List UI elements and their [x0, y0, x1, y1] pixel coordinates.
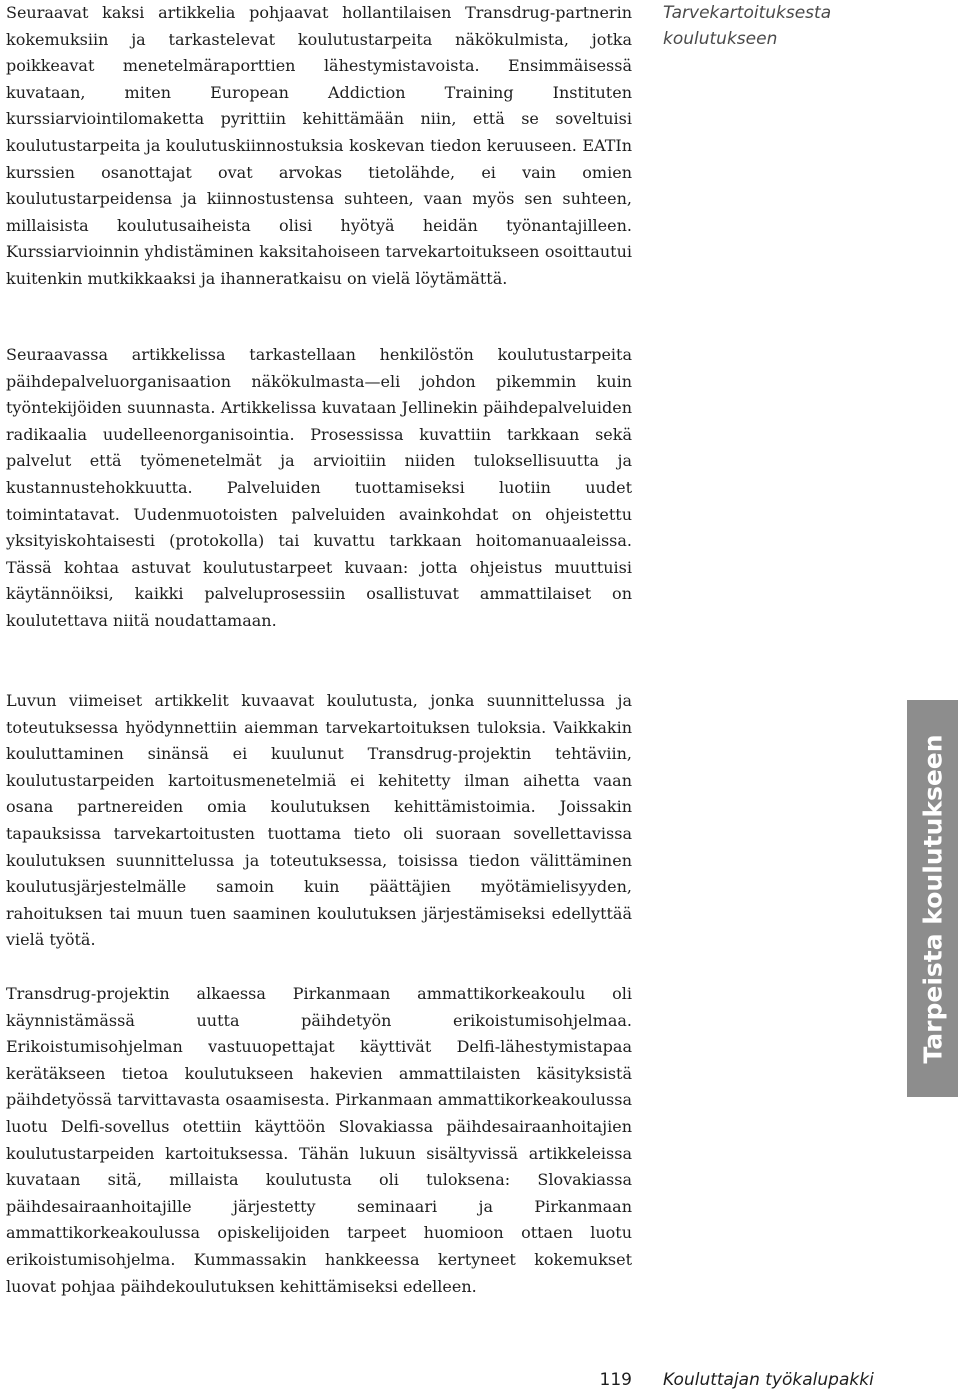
chapter-tab-label: Tarpeista koulutukseen: [918, 733, 947, 1064]
margin-section-note: Tarvekartoituksesta koulutukseen: [663, 3, 832, 49]
body-paragraph-3: Luvun viimeiset artikkelit kuvaavat koulutusta, jonka suunnittelussa ja toteutuksessa hyödynnettiin aiemman tarvekartoituksen tuloksia. Vaikkakin kouluttaminen sinänsä ei kuulunut Transdrug-projektin tehtäviin, koulutustarpeiden kartoitusmenetelmiä ei kehitetty ilman aihetta vaan osana partnereiden omia koulutuksen kehittämistoimia. Joissakin tapauksissa tarvekartoitusten tuottama tieto oli suoraan sovellettavissa koulutuksen suunnittelussa ja toteutuksessa, toisissa tiedon välittäminen koulutusjärjestelmälle samoin kuin päättäjien myötämielisyyden, rahoituksen tai muun tuen saaminen koulutuksen järjestämiseksi edellyttää vielä työtä.: [6, 691, 632, 950]
body-paragraph-2: Seuraavassa artikkelissa tarkastellaan henkilöstön koulutustarpeita päihdepalveluorganisaation näkökulmasta—eli johdon pikemmin kuin työntekijöiden suunnasta. Artikkelissa kuvataan Jellinekin päihdepalveluiden radikaalia uudelleenorganisointia. Prosessissa kuvattiin tarkkaan sekä palvelut että työmenetelmät ja arvioitiin niiden tuloksellisuutta ja kustannustehokkuutta. Palveluiden tuottamiseksi luotiin uudet toimintatavat. Uudenmuotoisten palveluiden avainkohdat on ohjeistettu yksityiskohtaisesti (protokolla) tai kuvattu tarkkaan hoitomanuaaleissa. Tässä kohtaa astuvat koulutustarpeet kuvaan: jotta ohjeistus muuttuisi käytännöiksi, kaikki palveluprosessiin osallistuvat ammattilaiset on koulutettava niitä noudattamaan.: [6, 345, 632, 630]
body-paragraph-4: Transdrug-projektin alkaessa Pirkanmaan ammattikorkeakoulu oli käynnistämässä uutta päihdetyön erikoistumisohjelmaa. Erikoistumisohjelman vastuuopettajat käyttivät Delfi-lähestymistapaa kerätäkseen tietoa koulutukseen hakevien ammattilaisten käsityksistä päihdetyössä tarvittavasta osaamisesta. Pirkanmaan ammattikorkeakoulussa luotu Delfi-sovellus otettiin käyttöön Slovakiassa päihdesairaanhoitajien koulutustarpeiden kartoituksessa. Tähän lukuun sisältyvissä artikkeleissa kuvataan sitä, millaista koulutusta oli tuloksena: Slovakiassa päihdesairaanhoitajille järjestetty seminaari ja Pirkanmaan ammattikorkeakoulussa opiskelijoiden tarpeet huomioon ottaen luotu erikoistumisohjelma. Kummassakin hankkeessa kertyneet kokemukset luovat pohjaa päihdekoulutuksen kehittämiseksi edelleen.: [6, 984, 632, 1296]
chapter-tab: [907, 700, 958, 1097]
body-paragraph-1: Seuraavat kaksi artikkelia pohjaavat hollantilaisen Transdrug-partnerin kokemuksiin ja tarkastelevat koulutustarpeita näkökulmista, jotka poikkeavat menetelmäraporttien lähestymistavoista. Ensimmäisessä kuvataan, miten European Addiction Training Instituten kurssiarviointilomaketta pyrittiin kehittämään niin, että se soveltuisi koulutustarpeita ja koulutuskiinnostuksia koskevan tiedon keruuseen. EATIn kurssien osanottajat ovat arvokas tietolähde, ei vain omien koulutustarpeidensa ja kiinnostustensa suhteen, vaan myös sen suhteen, millaisista koulutusaiheista olisi hyötyä heidän työnantajilleen. Kurssiarvioinnin yhdistäminen kaksitahoiseen tarvekartoitukseen osoittautui kuitenkin mutkikkaaksi ja ihanneratkaisu on vielä löytämättä.: [6, 3, 632, 288]
footer-book-title: Kouluttajan työkalupakki: [663, 1370, 874, 1390]
page-number: 119: [599, 1370, 632, 1390]
